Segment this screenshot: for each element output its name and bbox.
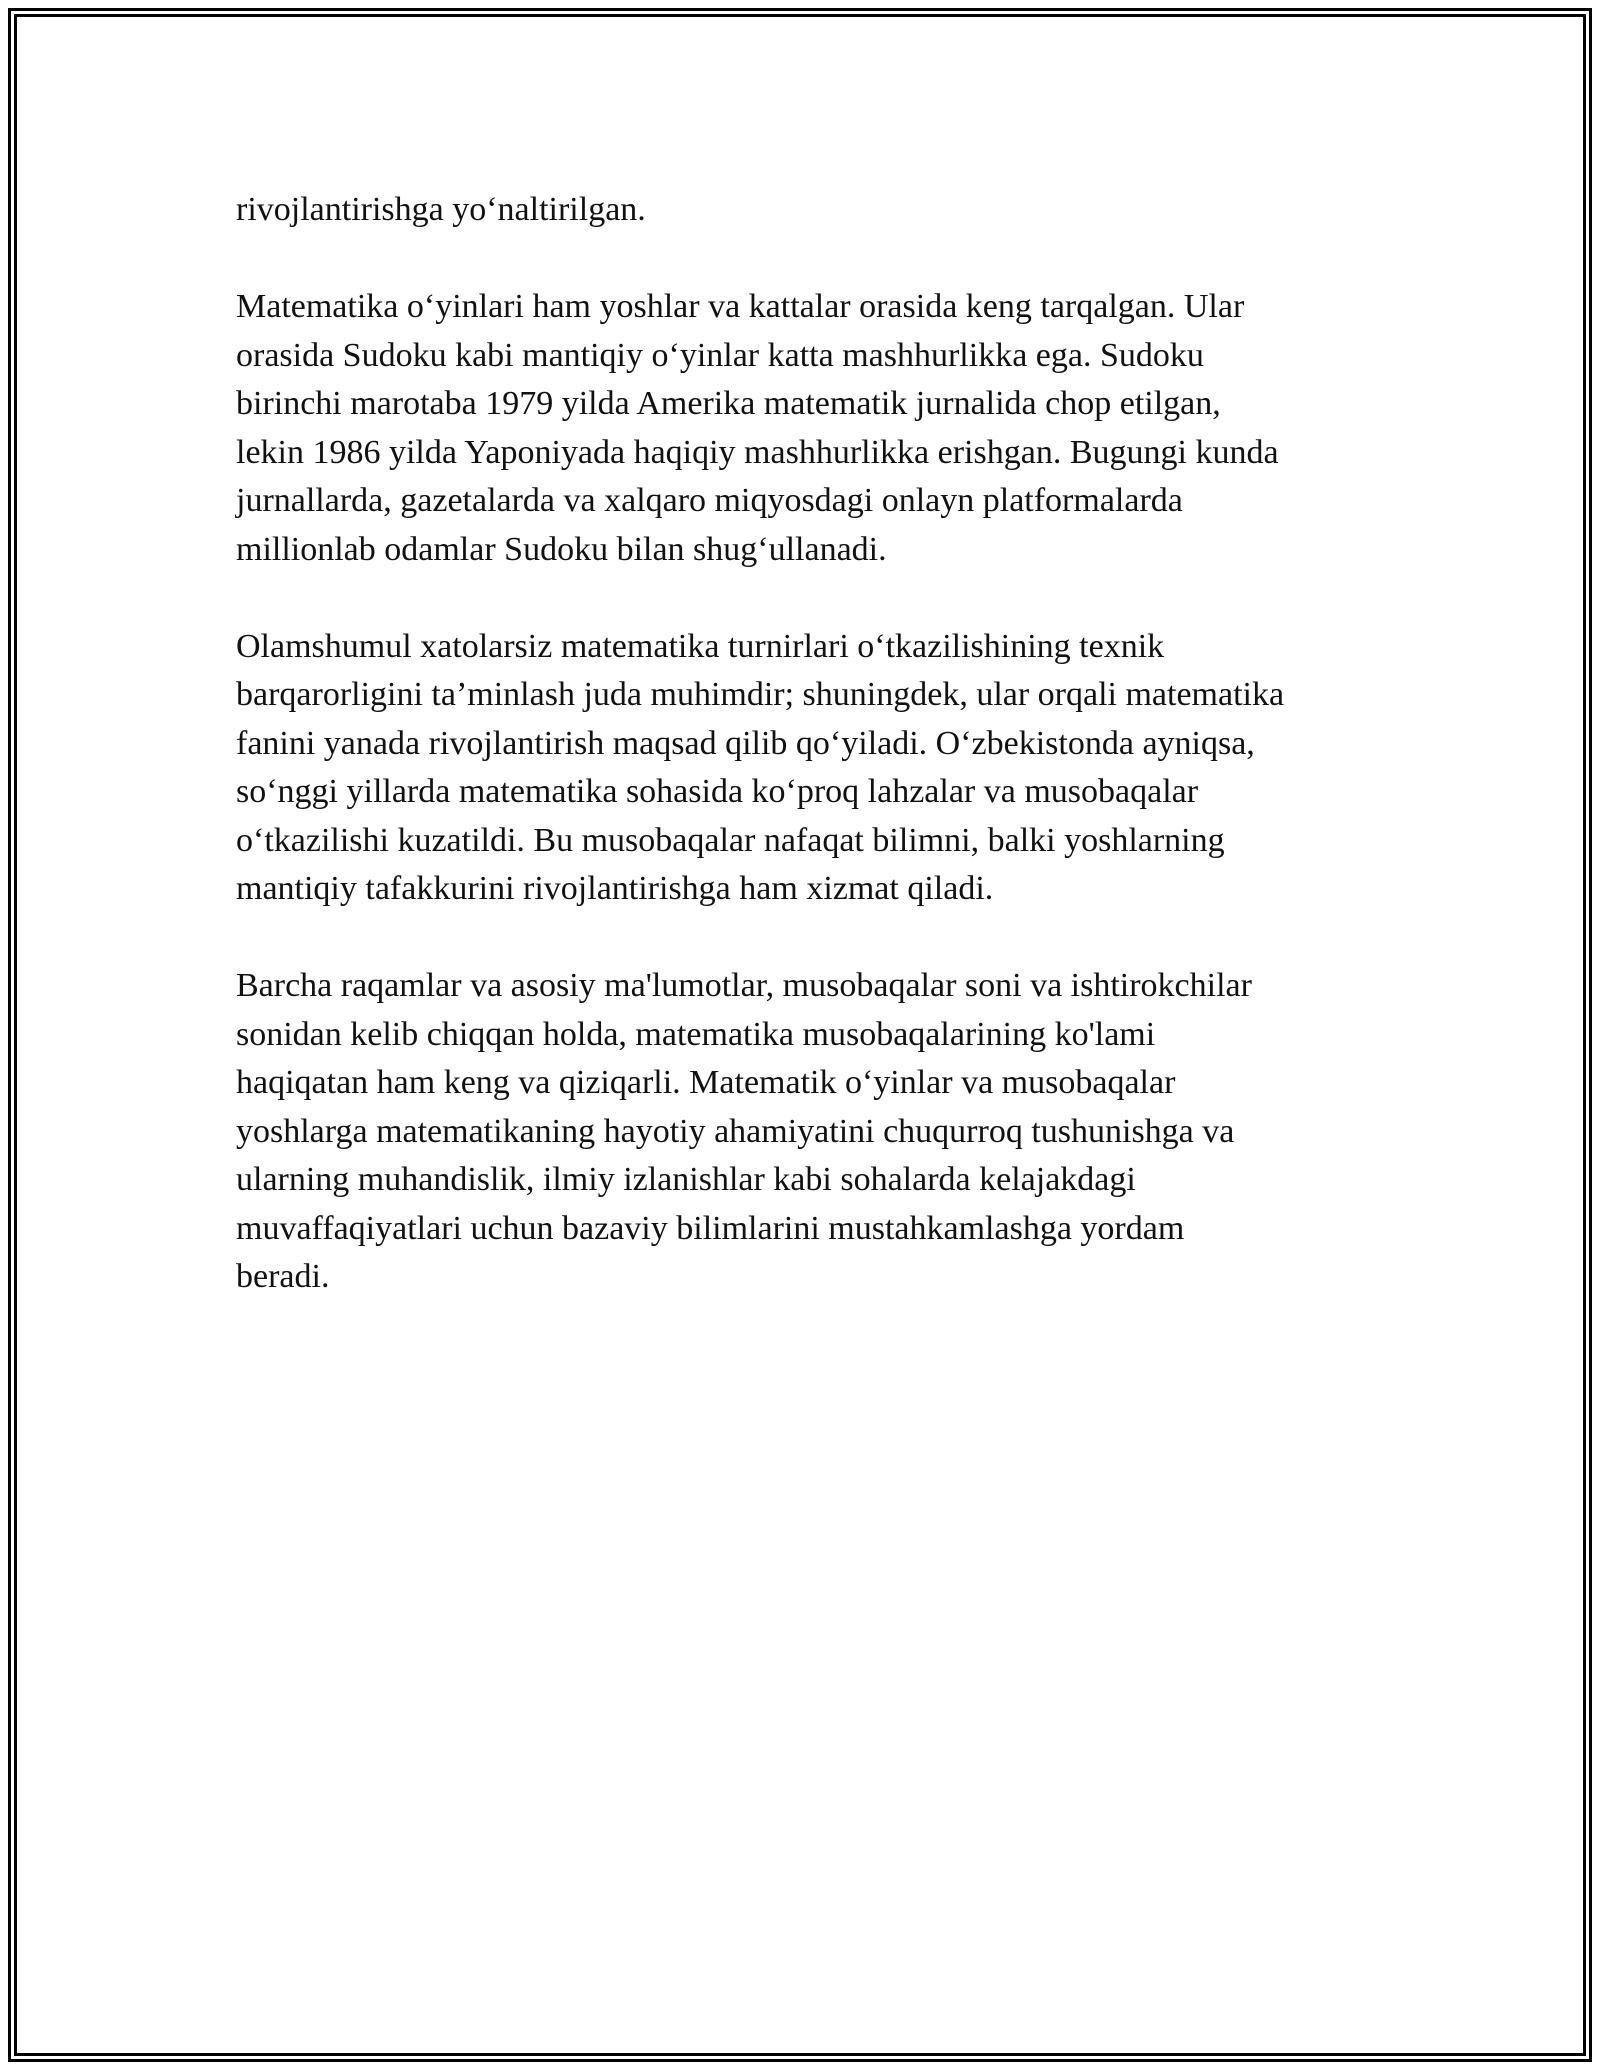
paragraph-sudoku: Matematika o‘yinlari ham yoshlar va kattalar orasida keng tarqalgan. Ular orasida Sudoku kabi mantiqiy o‘yinlar katta mashhurlikka ega. Sudoku birinchi marotaba 1979 yilda Amerika matematik jurnalida chop etilgan, lekin 1986 yilda Yaponiyada haqiqiy mashhurlikka erishgan. Bugungi kunda jurnallarda, gazetalarda va xalqaro miqyosdagi onlayn platformalarda millionlab odamlar Sudoku bilan shug‘ullanadi.: [236, 288, 1279, 568]
paragraph-tournaments: Olamshumul xatolarsiz matematika turnirlari o‘tkazilishining texnik barqarorligini ta’minlash juda muhimdir; shuningdek, ular orqali matematika fanini yanada rivojlantirish maqsad qilib qo‘yiladi. O‘zbekistonda ayniqsa, so‘nggi yillarda matematika sohasida ko‘proq lahzalar va musobaqalar o‘tkazilishi kuzatildi. Bu musobaqalar nafaqat bilimni, balki yoshlarning mantiqiy tafakkurini rivojlantirishga ham xizmat qiladi.: [236, 627, 1285, 907]
document-body: [236, 186, 1386, 1350]
paragraph-conclusion: Barcha raqamlar va asosiy ma'lumotlar, musobaqalar soni va ishtirokchilar sonidan kelib chiqqan holda, matematika musobaqalarining ko'lami haqiqatan ham keng va qiziqarli. Matematik o‘yinlar va musobaqalar yoshlarga matematikaning hayotiy ahamiyatini chuqurroq tushunishga va ularning muhandislik, ilmiy izlanishlar kabi sohalarda kelajakdagi muvaffaqiyatlari uchun bazaviy bilimlarini mustahkamlashga yordam beradi.: [236, 967, 1252, 1295]
paragraph-continuation: rivojlantirishga yo‘naltirilgan.: [236, 191, 646, 228]
